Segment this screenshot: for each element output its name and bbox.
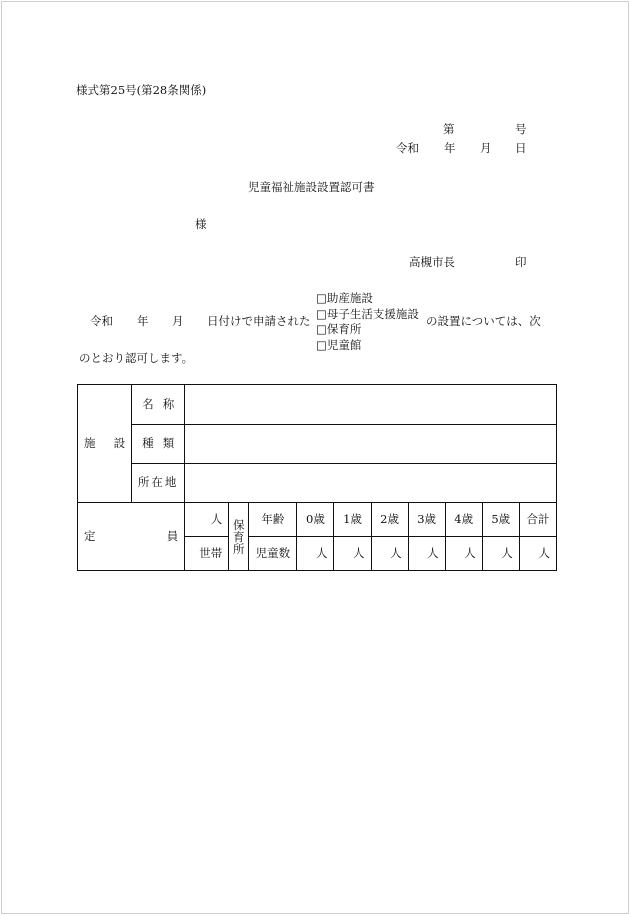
body-month: 月 — [172, 314, 184, 328]
name-label: 名 称 — [132, 385, 185, 425]
child-count-cell: 人 — [445, 537, 482, 571]
checkbox-option: □児童館 — [316, 337, 362, 352]
location-label: 所在地 — [132, 464, 185, 503]
age-3: 3歳 — [408, 503, 445, 537]
checkbox-option: □母子生活支援施設 — [316, 306, 419, 321]
people-unit: 人 — [185, 503, 229, 537]
date-day: 日 — [515, 141, 527, 155]
child-count-cell: 人 — [519, 537, 556, 571]
child-count-cell: 人 — [297, 537, 334, 571]
child-count-cell: 人 — [371, 537, 408, 571]
capacity-header: 定 員 — [78, 503, 185, 571]
location-value-cell — [185, 464, 557, 503]
child-count-cell: 人 — [408, 537, 445, 571]
issuer-name: 高槻市長 — [409, 255, 455, 269]
child-count-cell: 人 — [482, 537, 519, 571]
age-4: 4歳 — [445, 503, 482, 537]
number-dai: 第 — [443, 122, 455, 136]
body-applied-text: 日付けで申請された — [207, 314, 311, 328]
household-unit: 世帯 — [185, 537, 229, 571]
age-header: 年齢 — [249, 503, 297, 537]
facility-header: 施 設 — [78, 385, 132, 503]
facility-type-checkboxes — [316, 291, 419, 353]
facility-table — [77, 384, 557, 571]
age-0: 0歳 — [297, 503, 334, 537]
form-label: 様式第25号(第28条関係) — [76, 83, 207, 97]
body-era: 令和 — [90, 314, 113, 328]
body-line2: のとおり認可します。 — [79, 351, 194, 365]
children-count-label: 児童数 — [249, 537, 297, 571]
body-year: 年 — [137, 314, 149, 328]
age-5: 5歳 — [482, 503, 519, 537]
date-month: 月 — [480, 141, 492, 155]
body-after-text: の設置については、次 — [426, 314, 541, 328]
child-count-cell: 人 — [334, 537, 371, 571]
age-2: 2歳 — [371, 503, 408, 537]
seal-mark: 印 — [515, 255, 527, 269]
name-value-cell — [185, 385, 557, 425]
age-total: 合計 — [519, 503, 556, 537]
nursery-label: 保 育 所 — [229, 503, 249, 571]
number-go: 号 — [515, 122, 527, 136]
type-label: 種 類 — [132, 425, 185, 464]
age-1: 1歳 — [334, 503, 371, 537]
date-era: 令和 — [396, 141, 419, 155]
checkbox-option: □助産施設 — [316, 291, 373, 305]
checkbox-option: □保育所 — [316, 322, 362, 336]
document-title: 児童福祉施設設置認可書 — [248, 180, 375, 194]
addressee-suffix: 様 — [195, 217, 207, 231]
type-value-cell — [185, 425, 557, 464]
date-year: 年 — [444, 141, 456, 155]
